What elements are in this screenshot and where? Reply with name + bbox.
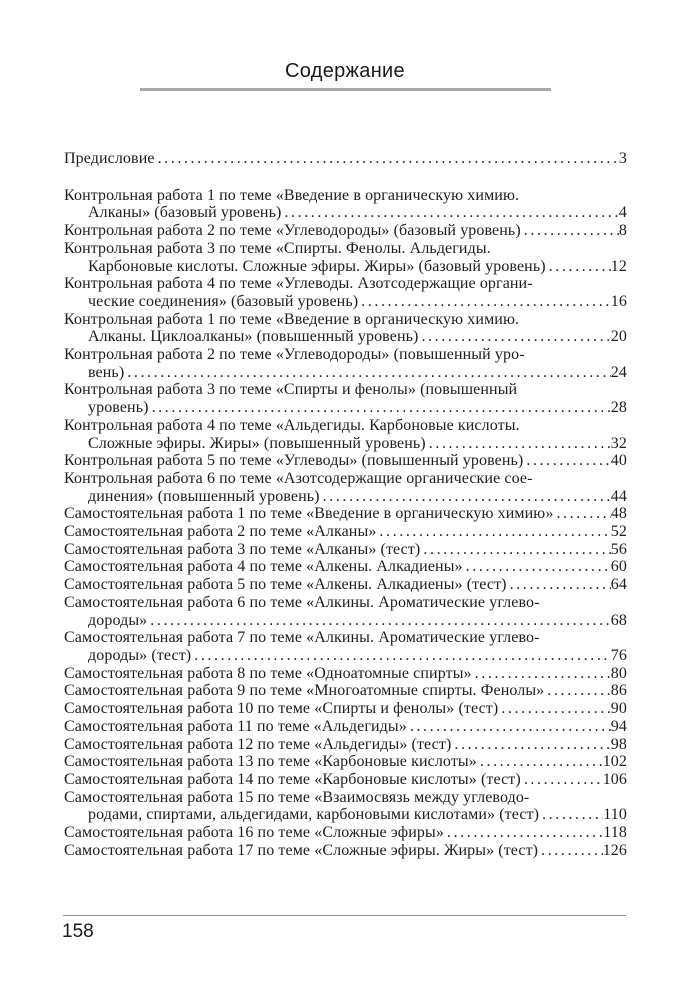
toc-page-number: 16 — [610, 292, 627, 310]
toc-entry-text: Контрольная работа 1 по теме «Введение в органическую химию. — [64, 310, 520, 328]
page-title: Содержание — [285, 60, 405, 82]
toc-entry-text: динения» (повышенный уровень) — [88, 487, 320, 505]
toc-entry-text: Контрольная работа 6 по теме «Азотсодержащие органические сое- — [64, 469, 533, 487]
toc-page-number: 94 — [610, 717, 627, 735]
toc-entry — [64, 346, 627, 381]
toc-page-number: 44 — [610, 487, 627, 505]
toc-entry — [64, 558, 627, 576]
toc-page-number: 12 — [610, 257, 627, 275]
dot-leader — [158, 150, 619, 168]
toc-entry — [64, 541, 627, 559]
toc-entry-text: Самостоятельная работа 10 по теме «Спирты и фенолы» (тест) — [64, 700, 499, 718]
toc-entry-text: Контрольная работа 2 по теме «Углеводороды» (базовый уровень) — [64, 222, 521, 240]
toc-entry — [64, 842, 627, 860]
toc-entry-text: Самостоятельная работа 12 по теме «Альдегиды» (тест) — [64, 735, 452, 753]
toc-entry-text: Самостоятельная работа 13 по теме «Карбоновые кислоты» — [64, 753, 477, 771]
toc-page-number: 48 — [610, 505, 627, 523]
title-divider-rule — [140, 88, 551, 91]
dot-leader — [542, 806, 603, 824]
toc-entry-text: Самостоятельная работа 16 по теме «Сложные эфиры» — [64, 824, 444, 842]
toc-entry-text: Карбоновые кислоты. Сложные эфиры. Жиры» (базовый уровень) — [88, 257, 546, 275]
dot-leader — [541, 842, 603, 860]
toc-entry — [64, 187, 627, 222]
toc-entry-text: Самостоятельная работа 17 по теме «Сложные эфиры. Жиры» (тест) — [64, 841, 539, 859]
toc-entry-text: Самостоятельная работа 9 по теме «Многоатомные спирты. Фенолы» — [64, 682, 545, 700]
dot-leader — [556, 505, 610, 523]
toc — [64, 150, 627, 859]
toc-page-number: 64 — [610, 576, 627, 594]
toc-page-number: 106 — [602, 770, 627, 788]
dot-leader — [429, 435, 611, 453]
toc-page-number: 126 — [602, 841, 627, 859]
dot-leader — [475, 665, 611, 683]
toc-page-number: 52 — [610, 523, 627, 541]
dot-leader — [549, 258, 611, 276]
toc-page-number: 8 — [618, 222, 627, 240]
toc-entry — [64, 736, 627, 754]
toc-entry — [64, 275, 627, 310]
dot-leader — [524, 771, 603, 789]
toc-entry-text: Самостоятельная работа 11 по теме «Альдегиды» — [64, 717, 407, 735]
toc-page-number: 28 — [610, 399, 627, 417]
dot-leader — [480, 753, 603, 771]
toc-entry-text: Самостоятельная работа 1 по теме «Введение в органическую химию» — [64, 505, 554, 523]
toc-page-number: 24 — [610, 363, 627, 381]
toc-page-number: 40 — [610, 452, 627, 470]
toc-entry-text: Самостоятельная работа 2 по теме «Алканы» — [64, 523, 377, 541]
toc-entry — [64, 381, 627, 416]
toc-entry-text: Самостоятельная работа 7 по теме «Алкины. Ароматические углево- — [64, 629, 540, 647]
toc-page-number: 98 — [610, 735, 627, 753]
dot-leader — [152, 399, 611, 417]
toc-page-number: 32 — [610, 434, 627, 452]
toc-entry — [64, 505, 627, 523]
footer-page-number: 158 — [62, 921, 94, 942]
toc-entry — [64, 700, 627, 718]
toc-entry — [64, 789, 627, 824]
toc-entry-text: Контрольная работа 3 по теме «Спирты и фенолы» (повышенный — [64, 381, 518, 399]
toc-page-number: 86 — [610, 682, 627, 700]
toc-entry — [64, 824, 627, 842]
dot-leader — [454, 736, 610, 754]
toc-entry — [64, 682, 627, 700]
toc-entry — [64, 452, 627, 470]
dot-leader — [423, 541, 610, 559]
toc-page-number: 118 — [603, 824, 627, 842]
toc-entry — [64, 771, 627, 789]
toc-entry-text: дороды» (тест) — [88, 646, 192, 664]
toc-entry — [64, 417, 627, 452]
toc-entry-text: Сложные эфиры. Жиры» (повышенный уровень) — [88, 434, 426, 452]
dot-leader — [526, 452, 610, 470]
toc-entry-text: Контрольная работа 3 по теме «Спирты. Фенолы. Альдегиды. — [64, 239, 491, 257]
toc-entry-text: Контрольная работа 1 по теме «Введение в органическую химию. — [64, 186, 520, 204]
toc-entry — [64, 470, 627, 505]
dot-leader — [379, 523, 610, 541]
dot-leader — [323, 488, 611, 506]
dot-leader — [510, 576, 611, 594]
toc-page-number: 4 — [618, 204, 627, 222]
toc-entry — [64, 240, 627, 275]
footer-divider-rule — [63, 915, 626, 916]
toc-entry-text: уровень) — [88, 399, 149, 417]
toc-page-number: 90 — [610, 700, 627, 718]
toc-entry-text: родами, спиртами, альдегидами, карбоновыми кислотами» (тест) — [88, 806, 540, 824]
toc-entry — [64, 629, 627, 664]
dot-leader — [547, 682, 611, 700]
toc-entry — [64, 576, 627, 594]
toc-entry-text: Алканы. Циклоалканы» (повышенный уровень) — [88, 328, 419, 346]
toc-entry — [64, 594, 627, 629]
dot-leader — [127, 364, 611, 382]
toc-page-number: 102 — [602, 753, 627, 771]
dot-leader — [447, 824, 603, 842]
toc-entry-text: Самостоятельная работа 5 по теме «Алкены. Алкадиены» (тест) — [64, 576, 507, 594]
toc-page-number: 110 — [603, 806, 627, 824]
dot-leader — [421, 328, 610, 346]
dot-leader — [150, 612, 611, 630]
toc-page-number: 80 — [610, 664, 627, 682]
toc-page-number: 3 — [618, 150, 627, 167]
toc-entry-text: Самостоятельная работа 15 по теме «Взаимосвязь между углеводо- — [64, 788, 530, 806]
toc-entry-text: Предисловие — [64, 150, 155, 167]
toc-entry — [64, 753, 627, 771]
dot-leader — [194, 647, 611, 665]
toc-entry-text: Самостоятельная работа 4 по теме «Алкены. Алкадиены» — [64, 558, 463, 576]
toc-entry-text: Контрольная работа 4 по теме «Альдегиды. Карбоновые кислоты. — [64, 416, 520, 434]
dot-leader — [466, 558, 611, 576]
dot-leader — [284, 204, 618, 222]
toc-entry — [64, 523, 627, 541]
toc-page-number: 20 — [610, 328, 627, 346]
dot-leader — [524, 222, 619, 240]
toc-entry-text: Самостоятельная работа 3 по теме «Алканы» (тест) — [64, 540, 421, 558]
toc-entry — [64, 665, 627, 683]
toc-entry-text: Самостоятельная работа 14 по теме «Карбоновые кислоты» (тест) — [64, 770, 521, 788]
toc-page-number: 60 — [610, 558, 627, 576]
toc-entry-text: ческие соединения» (базовый уровень) — [88, 292, 359, 310]
toc-entry — [64, 311, 627, 346]
toc-entry-text: Самостоятельная работа 8 по теме «Одноатомные спирты» — [64, 664, 472, 682]
toc-entry-text: Контрольная работа 4 по теме «Углеводы. Азотсодержащие органи- — [64, 275, 533, 293]
toc-entry-text: Контрольная работа 5 по теме «Углеводы» (повышенный уровень) — [64, 452, 524, 470]
dot-leader — [501, 700, 610, 718]
toc-entry-text: Контрольная работа 2 по теме «Углеводороды» (повышенный уро- — [64, 346, 525, 364]
dot-leader — [410, 718, 611, 736]
toc-entry — [64, 150, 627, 168]
toc-entry-text: Алканы» (базовый уровень) — [88, 204, 282, 222]
toc-entry-text: Самостоятельная работа 6 по теме «Алкины. Ароматические углево- — [64, 593, 540, 611]
dot-leader — [361, 293, 611, 311]
toc-page-number: 68 — [610, 611, 627, 629]
toc-entry — [64, 222, 627, 240]
toc-entry — [64, 718, 627, 736]
toc-entry-text: дороды» — [88, 611, 148, 629]
toc-page-number: 56 — [610, 540, 627, 558]
page-header — [0, 0, 690, 91]
toc-page-number: 76 — [610, 646, 627, 664]
toc-entry-text: вень) — [88, 363, 125, 381]
